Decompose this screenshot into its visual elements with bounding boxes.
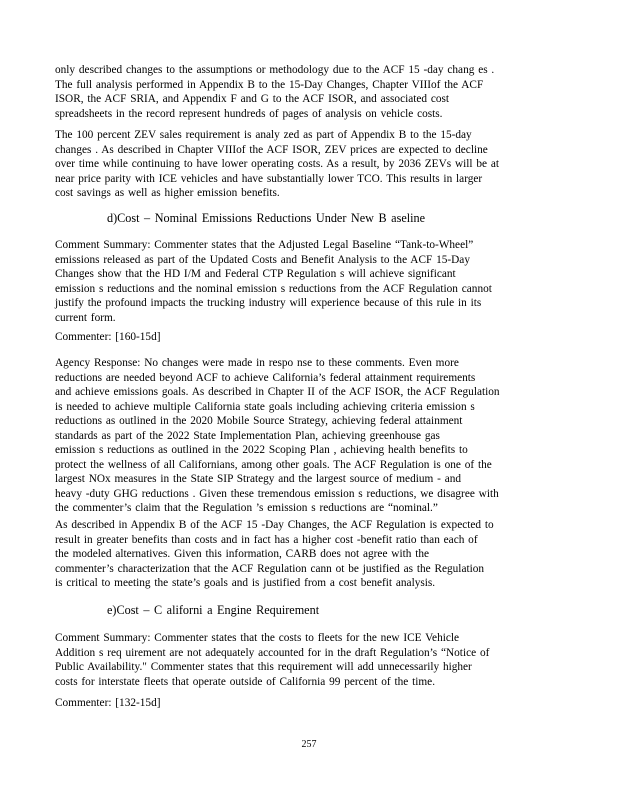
- text-line: Comment Summary: Commenter states that the Adjusted Legal Baseline “Tank-to-Wheel”: [55, 239, 474, 251]
- agency-response-d-continued: [55, 518, 563, 591]
- text-line: current form.: [55, 311, 116, 324]
- text-line: near price parity with ICE vehicles and have substantially lower TCO. This results in larger: [55, 172, 483, 185]
- text-line: The 100 percent ZEV sales requirement is analy zed as part of Appendix B to the 15-day: [55, 129, 472, 141]
- text-line: standards as part of the 2022 State Implementation Plan, achieving greenhouse gas: [55, 429, 440, 442]
- text-line: and achieve emissions goals. As described in Chapter II of the ACF ISOR, the ACF Regulation: [55, 386, 500, 398]
- text-line: largest NOx measures in the State SIP Strategy and the largest source of medium - and: [55, 473, 462, 485]
- text-line: Agency Response: No changes were made in respo nse to these comments. Even more: [55, 357, 459, 369]
- text-line: emission s reductions and the nominal emission s reductions from the ACF Regulation cannot: [55, 282, 492, 295]
- text-line: Addition s req uirement are not adequately accounted for in the draft Regulation’s “Notice of: [55, 646, 490, 659]
- text-line: reductions as outlined in the 2020 Mobile Source Strategy, achieving federal attainment: [55, 415, 463, 427]
- text-line: Comment Summary: Commenter states that the costs to fleets for the new ICE Vehicle: [55, 632, 460, 644]
- paragraph-zev-sales-requirement: [55, 128, 563, 201]
- text-line: reductions are needed beyond ACF to achieve California’s federal attainment requirements: [55, 371, 476, 384]
- text-line: over time while continuing to have lower operating costs. As a result, by 2036 ZEVs will be at: [55, 158, 499, 170]
- text-line: heavy -duty GHG reductions . Given these tremendous emission s reductions, we disagree with: [55, 487, 499, 500]
- text-line: As described in Appendix B of the ACF 15 -Day Changes, the ACF Regulation is expected to: [55, 519, 494, 531]
- text-line: ISOR, the ACF SRIA, and Appendix F and G to the ACF ISOR, and associated cost: [55, 93, 450, 105]
- text-line: result in greater benefits than costs and in fact has a higher cost -benefit ratio than each of: [55, 533, 478, 546]
- text-line: Commenter: [160-15d]: [55, 331, 161, 343]
- commenter-id-d: [55, 330, 563, 345]
- text-line: emission s reductions as outlined in the 2022 Scoping Plan , achieving health benefits to: [55, 444, 468, 456]
- text-line: is critical to meeting the state’s goals and is justified from a cost benefit analysis.: [55, 577, 436, 589]
- agency-response-d: [55, 356, 563, 516]
- text-line: protect the wellness of all Californians, among other goals. The ACF Regulation is one of the: [55, 458, 492, 471]
- text-line: only described changes to the assumptions or methodology due to the ACF 15 -day chang es .: [55, 64, 495, 76]
- text-line: Commenter: [132-15d]: [55, 697, 161, 709]
- text-line: Public Availability." Commenter states that this requirement will add unnecessarily higher: [55, 661, 472, 673]
- text-line: The full analysis performed in Appendix B to the 15-Day Changes, Chapter VIIIof the ACF: [55, 78, 484, 91]
- text-line: Changes show that the HD I/M and Federal CTP Regulation s will achieve significant: [55, 268, 456, 280]
- comment-summary-e: [55, 631, 563, 689]
- comment-summary-d: [55, 238, 563, 325]
- text-line: commenter’s characterization that the ACF Regulation cann ot be justified as the Regulation: [55, 562, 485, 575]
- page-number: 257: [301, 739, 317, 750]
- text-line: costs for interstate fleets that operate outside of California 99 percent of the time.: [55, 675, 436, 688]
- section-heading-e: e)Cost – C aliforni a Engine Requirement: [107, 603, 320, 617]
- commenter-id-e: [55, 696, 563, 711]
- text-line: changes . As described in Chapter VIIIof the ACF ISOR, ZEV prices are expected to decline: [55, 143, 488, 156]
- text-line: emissions released as part of the Updated Costs and Benefit Analysis to the ACF 15-Day: [55, 253, 470, 266]
- text-line: justify the profound impacts the trucking industry will experience because of this rule in its: [55, 297, 482, 309]
- section-heading-d: d)Cost – Nominal Emissions Reductions Under New B aseline: [107, 211, 426, 225]
- paragraph-intro-continuation: [55, 63, 563, 121]
- text-line: cost savings as well as higher emission benefits.: [55, 187, 280, 199]
- text-line: is needed to achieve multiple California state goals including achieving criteria emission s: [55, 400, 475, 413]
- text-line: the modeled alternatives. Given this information, CARB does not agree with the: [55, 548, 429, 560]
- text-line: spreadsheets in the record represent hundreds of pages of analysis on vehicle costs.: [55, 107, 443, 120]
- text-line: the commenter’s claim that the Regulation ’s emission s reductions are “nominal.”: [55, 502, 438, 514]
